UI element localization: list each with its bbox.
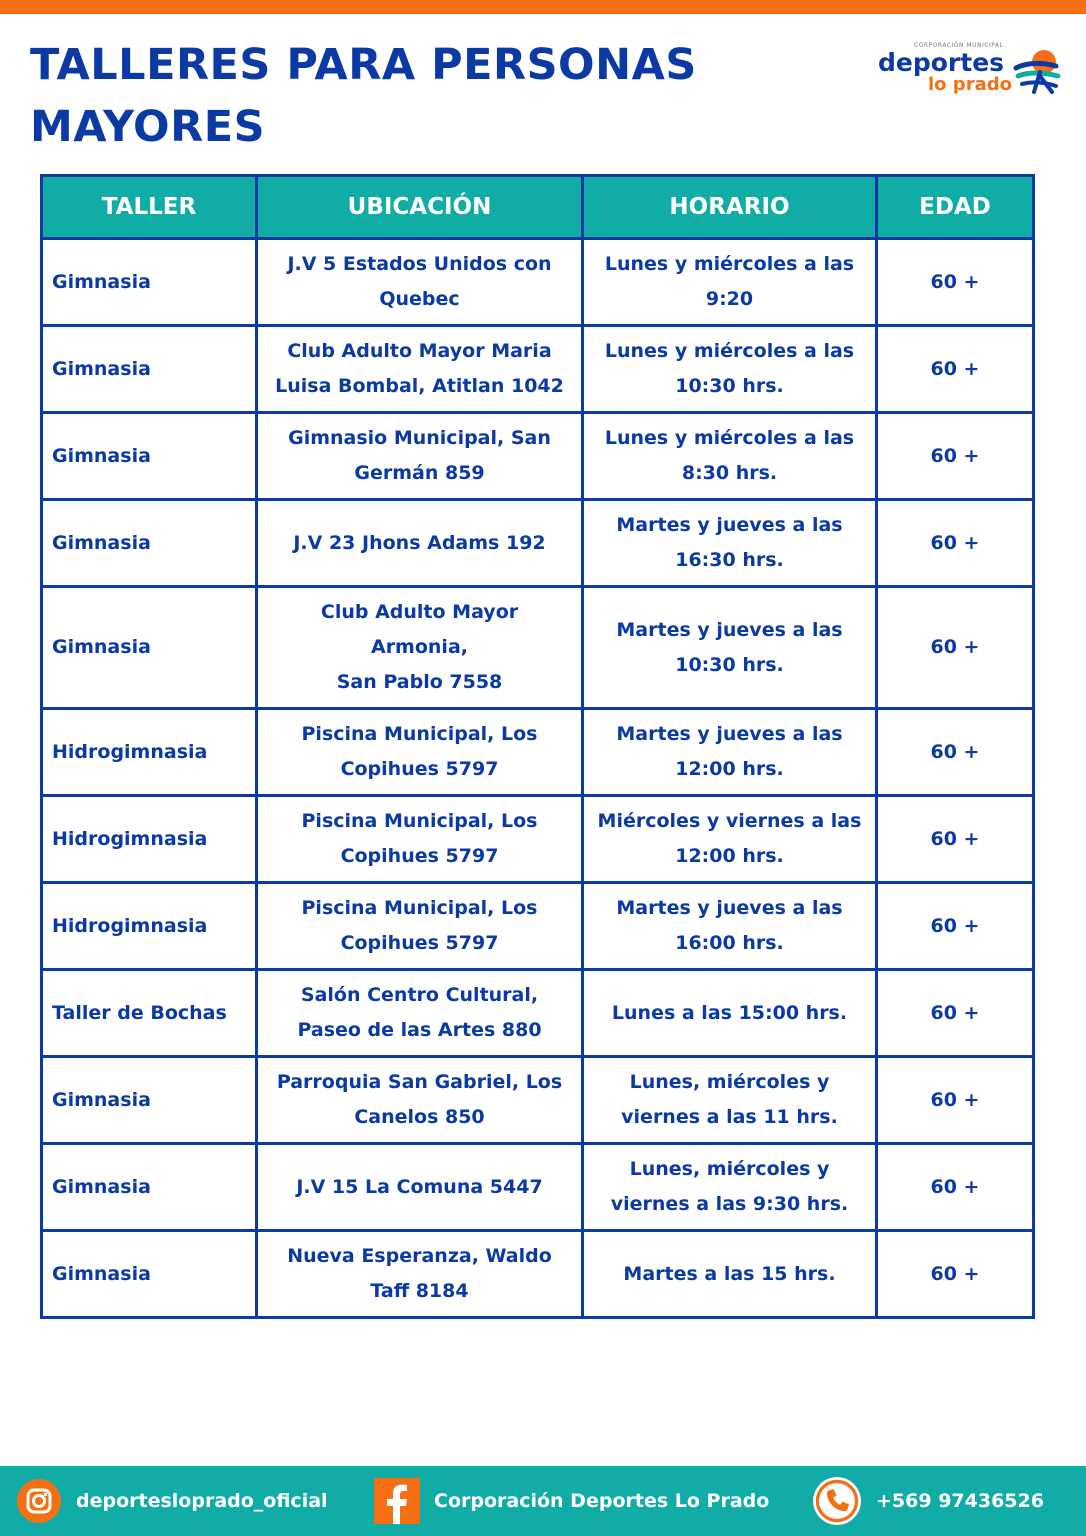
- table-row: [42, 239, 1034, 326]
- cell-taller: Hidrogimnasia: [42, 709, 257, 796]
- table-row: [42, 326, 1034, 413]
- table-row: [42, 413, 1034, 500]
- cell-ubicacion: J.V 23 Jhons Adams 192: [257, 500, 583, 587]
- table-row: [42, 587, 1034, 709]
- cell-horario: Lunes a las 15:00 hrs.: [583, 970, 877, 1057]
- table-header-row: [42, 176, 1034, 239]
- cell-horario: Lunes, miércoles y viernes a las 9:30 hrs.: [583, 1144, 877, 1231]
- cell-edad: 60 +: [877, 587, 1034, 709]
- cell-ubicacion: Salón Centro Cultural, Paseo de las Artes 880: [257, 970, 583, 1057]
- cell-edad: 60 +: [877, 326, 1034, 413]
- cell-ubicacion: Piscina Municipal, Los Copihues 5797: [257, 796, 583, 883]
- cell-horario: Miércoles y viernes a las 12:00 hrs.: [583, 796, 877, 883]
- cell-taller: Gimnasia: [42, 239, 257, 326]
- instagram-icon: [16, 1478, 62, 1524]
- cell-horario: Lunes, miércoles y viernes a las 11 hrs.: [583, 1057, 877, 1144]
- table-row: [42, 970, 1034, 1057]
- logo-corporation-text: CORPORACIÓN MUNICIPAL: [914, 42, 1004, 49]
- page-title: TALLERES PARA PERSONAS MAYORES: [30, 40, 697, 152]
- cell-ubicacion: Piscina Municipal, Los Copihues 5797: [257, 883, 583, 970]
- footer-facebook[interactable]: [374, 1478, 769, 1524]
- facebook-page: Corporación Deportes Lo Prado: [434, 1490, 770, 1512]
- cell-horario: Martes y jueves a las 16:30 hrs.: [583, 500, 877, 587]
- logo-brand-primary: deportes: [878, 48, 1005, 77]
- cell-horario: Martes y jueves a las 16:00 hrs.: [583, 883, 877, 970]
- cell-taller: Gimnasia: [42, 1231, 257, 1318]
- cell-ubicacion: Gimnasio Municipal, San Germán 859: [257, 413, 583, 500]
- cell-edad: 60 +: [877, 500, 1034, 587]
- cell-edad: 60 +: [877, 709, 1034, 796]
- cell-taller: Gimnasia: [42, 326, 257, 413]
- cell-horario: Martes y jueves a las 10:30 hrs.: [583, 587, 877, 709]
- table-row: [42, 883, 1034, 970]
- table-row: [42, 500, 1034, 587]
- facebook-icon: [374, 1478, 420, 1524]
- cell-taller: Gimnasia: [42, 1057, 257, 1144]
- logo-brand-secondary: lo prado: [928, 74, 1012, 95]
- cell-ubicacion: Piscina Municipal, Los Copihues 5797: [257, 709, 583, 796]
- instagram-handle: deportesloprado_oficial: [76, 1490, 328, 1512]
- cell-ubicacion: Club Adulto Mayor Maria Luisa Bombal, Atitlan 1042: [257, 326, 583, 413]
- cell-taller: Gimnasia: [42, 413, 257, 500]
- cell-edad: 60 +: [877, 1144, 1034, 1231]
- table-row: [42, 1144, 1034, 1231]
- schedule-table: [40, 174, 1035, 1319]
- cell-edad: 60 +: [877, 239, 1034, 326]
- cell-taller: Taller de Bochas: [42, 970, 257, 1057]
- phone-icon: [812, 1476, 862, 1526]
- cell-horario: Martes y jueves a las 12:00 hrs.: [583, 709, 877, 796]
- column-header-ubicacion: UBICACIÓN: [257, 176, 583, 239]
- column-header-edad: EDAD: [877, 176, 1034, 239]
- cell-taller: Hidrogimnasia: [42, 883, 257, 970]
- footer-contact-bar: [0, 1466, 1086, 1536]
- cell-horario: Lunes y miércoles a las 10:30 hrs.: [583, 326, 877, 413]
- cell-taller: Gimnasia: [42, 500, 257, 587]
- table-row: [42, 1231, 1034, 1318]
- brand-logo: [870, 42, 1065, 104]
- cell-edad: 60 +: [877, 796, 1034, 883]
- cell-edad: 60 +: [877, 883, 1034, 970]
- cell-ubicacion: Club Adulto Mayor Armonia, San Pablo 7558: [257, 587, 583, 709]
- table-row: [42, 1057, 1034, 1144]
- column-header-taller: TALLER: [42, 176, 257, 239]
- cell-taller: Gimnasia: [42, 587, 257, 709]
- cell-taller: Hidrogimnasia: [42, 796, 257, 883]
- cell-horario: Martes a las 15 hrs.: [583, 1231, 877, 1318]
- cell-edad: 60 +: [877, 1057, 1034, 1144]
- cell-ubicacion: J.V 15 La Comuna 5447: [257, 1144, 583, 1231]
- runner-icon: [1012, 46, 1062, 98]
- cell-edad: 60 +: [877, 413, 1034, 500]
- column-header-horario: HORARIO: [583, 176, 877, 239]
- cell-horario: Lunes y miércoles a las 9:20: [583, 239, 877, 326]
- table-row: [42, 709, 1034, 796]
- footer-instagram[interactable]: [16, 1478, 328, 1524]
- cell-taller: Gimnasia: [42, 1144, 257, 1231]
- cell-ubicacion: Parroquia San Gabriel, Los Canelos 850: [257, 1057, 583, 1144]
- cell-edad: 60 +: [877, 1231, 1034, 1318]
- top-accent-bar: [0, 0, 1086, 14]
- cell-horario: Lunes y miércoles a las 8:30 hrs.: [583, 413, 877, 500]
- phone-number: +569 97436526: [876, 1490, 1044, 1512]
- cell-edad: 60 +: [877, 970, 1034, 1057]
- cell-ubicacion: Nueva Esperanza, Waldo Taff 8184: [257, 1231, 583, 1318]
- table-row: [42, 796, 1034, 883]
- footer-phone[interactable]: [812, 1478, 1044, 1524]
- cell-ubicacion: J.V 5 Estados Unidos con Quebec: [257, 239, 583, 326]
